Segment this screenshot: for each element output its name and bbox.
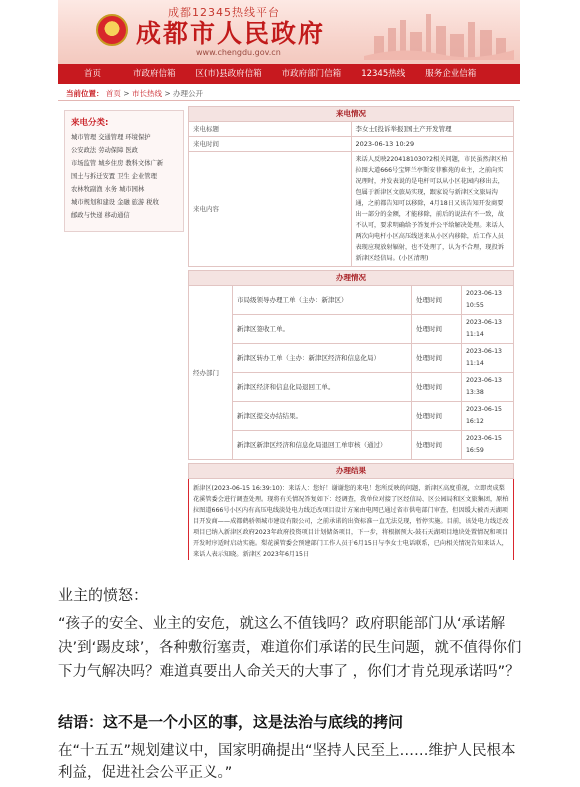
process-action-label: 处理时间 (412, 344, 462, 373)
process-text: 新津区经济和信息化局退回工单。 (233, 373, 412, 402)
category-sidebar (64, 110, 184, 232)
nav-enterprise-mailbox[interactable]: 服务企业信箱 (425, 69, 477, 79)
table-row (189, 373, 514, 402)
national-emblem-icon (96, 14, 128, 46)
process-action-label: 处理时间 (412, 431, 462, 460)
site-url: www.chengdu.gov.cn (196, 48, 281, 57)
process-time: 2023-06-15 16:59 (462, 431, 514, 460)
call-title-label: 来电标题 (189, 122, 352, 137)
section-result: 办理结果 (189, 464, 514, 479)
owner-heading: 业主的愤怒： (58, 586, 149, 604)
process-time: 2023-06-15 16:12 (462, 402, 514, 431)
table-row (189, 286, 514, 315)
process-action-label: 处理时间 (412, 286, 462, 315)
case-detail (188, 106, 514, 560)
table-row (189, 431, 514, 460)
breadcrumb-sep: > (123, 89, 132, 98)
process-action-label: 处理时间 (412, 402, 462, 431)
call-content-value: 来话人反映2204181030?2相关问题，市民虽然津区柏拉图大道666号宝辉兰亭斯安菲雅苑的业主，之前向实况理时，并发表说的是电杆可以从小区花园内移出去，包属于新津区文旅局实现，跟家说与新津区文旅局沟通，之前都告知可以移除，4月18日又该告知开发商要出一部分的金额，才能移除，前后的说法有不一致，故不认可，要求明确给予答复并公平给解决处理。来话人两次向电杆小区高压线送来从小区内移除，后工作人员表现应现放射辐射，也不处理了，认为不合理，现投诉新津区经信局。(小区清理) (351, 152, 514, 267)
closing-paragraph: 在“十五五”规划建议中，国家明确提出“坚持人民至上……维护人民根本利益，促进社会公平正义。” (58, 743, 516, 781)
process-action-label: 处理时间 (412, 315, 462, 344)
table-row (189, 315, 514, 344)
result-table (188, 463, 514, 560)
process-time: 2023-06-13 11:14 (462, 344, 514, 373)
breadcrumb (66, 88, 203, 99)
screenshot-panel (58, 0, 520, 560)
nav-city-mailbox[interactable]: 市政府信箱 (133, 69, 176, 79)
process-table (188, 270, 514, 460)
sidebar-category-row[interactable]: 市场监管 城乡住房 教科文体广新 (71, 160, 164, 167)
sidebar-category-row[interactable]: 国土与拆迁安置 卫生 企业管理 (71, 173, 157, 180)
call-table (188, 106, 514, 267)
breadcrumb-home[interactable]: 首页 (105, 89, 121, 98)
sidebar-category-row[interactable]: 城市管理 交通管理 环境保护 (71, 134, 151, 141)
section-process: 办理情况 (189, 271, 514, 286)
call-time-label: 来电时间 (189, 137, 352, 152)
site-title[interactable]: 成都市人民政府 (136, 19, 326, 48)
site-banner (58, 0, 520, 64)
process-time: 2023-06-13 10:55 (462, 286, 514, 315)
owner-quote: “孩子的安全、业主的安危，就这么不值钱吗？政府职能部门从‘承诺解决’到‘踢皮球’，各种敷衍塞责，难道你们承诺的民生问题，就不值得你们下力气解决吗？难道真要出人命关天的大事了 ，你们才肯兑现承诺吗”？ (58, 616, 522, 680)
result-text: 新津区(2023-06-15 16:39:10)：来话人：您好！谢谢您的来电！您所反映的问题，新津区高度重视，立即责成梨花溪管委会进行调查处理。现将有关情况答复如下：经调查，我单位对接了区经信局、区公园局和区文旅集团，原柏拉图道666号小区内有高压电线淡处电力线迁改项目设计方案由电网已通过省市供电部门审查，但因缓大被否天湖项目开发商——成都鹤骄领城市建设有限公司，之前承诺的出资标准一直无法兑现，暂停实施。目前，该处电力线迁改项目已纳入新津区政府2023年政府投资项目计划储备项目，下一步，将根据预大-鼓石天湖项目地块处置情况和项目开发时序适时启动实施。梨花溪管委会预建部门工作人员于6月15日与李女士电话联系，已向相关情况告知来话人，来话人表示知晓。新津区 2023年6月15日 (189, 479, 514, 561)
sidebar-category-row[interactable]: 农林牧副渔 水务 城市园林 (71, 186, 145, 193)
process-text: 新津区新津区经济和信息化局退回工单审核（通过） (233, 431, 412, 460)
breadcrumb-label: 当前位置： (66, 89, 104, 98)
sidebar-category-row[interactable]: 邮政与快递 移动通信 (71, 212, 130, 219)
main-nav (58, 64, 520, 84)
process-text: 市局级领导办理工单（主办：新津区） (233, 286, 412, 315)
sidebar-category-row[interactable]: 城市规划和建设 金融 旅游 税收 (71, 199, 159, 206)
nav-district-mailbox[interactable]: 区(市)县政府信箱 (195, 69, 262, 79)
divider (58, 100, 520, 101)
process-text: 新津区签收工单。 (233, 315, 412, 344)
process-text: 新津区提交办结结果。 (233, 402, 412, 431)
process-time: 2023-06-13 11:14 (462, 315, 514, 344)
nav-home[interactable]: 首页 (84, 69, 102, 79)
dept-label: 经办部门 (189, 286, 233, 460)
call-content-label: 来电内容 (189, 152, 352, 267)
banner-subtitle: 成都12345热线平台 (168, 6, 280, 19)
breadcrumb-hotline[interactable]: 市长热线 (131, 89, 162, 98)
breadcrumb-sep: > (164, 89, 174, 98)
process-time: 2023-06-13 13:38 (462, 373, 514, 402)
city-skyline-icon (364, 6, 514, 60)
nav-hotline[interactable]: 12345热线 (361, 69, 406, 79)
conclusion-heading: 结语：这不是一个小区的事，这是法治与底线的拷问 (58, 713, 404, 731)
table-row (189, 402, 514, 431)
sidebar-category-row[interactable]: 公安政法 劳动保障 医政 (71, 147, 138, 154)
section-call: 来电情况 (189, 107, 514, 122)
sidebar-title: 来电分类: (71, 118, 109, 128)
table-row (189, 344, 514, 373)
nav-dept-mailbox[interactable]: 市政府部门信箱 (281, 69, 342, 79)
process-action-label: 处理时间 (412, 373, 462, 402)
process-text: 新津区转办工单（主办：新津区经济和信息化局） (233, 344, 412, 373)
breadcrumb-current: 办理公开 (173, 89, 204, 98)
call-time-value: 2023-06-13 10:29 (351, 137, 514, 152)
call-title-value: 李女士[投诉举报]国土产开发管理 (351, 122, 514, 137)
